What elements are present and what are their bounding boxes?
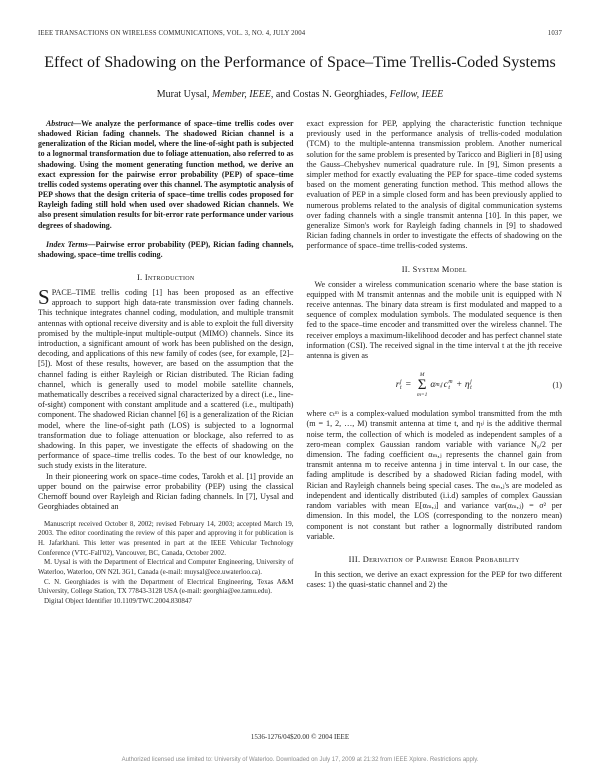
equation-eta-scripts [470,379,472,392]
index-terms-paragraph [38,240,294,260]
copyright-line: 1536-1276/04$20.00 © 2004 IEEE [250,733,350,741]
journal-header: IEEE TRANSACTIONS ON WIRELESS COMMUNICATIONS, VOL. 3, NO. 4, JULY 2004 [38,30,306,37]
equation-lhs-sup: j [399,378,402,385]
equation-1 [307,363,563,407]
equation-c-sub: t [448,385,450,392]
equals-sign: = [405,380,411,391]
section-heading-derivation: III. Derivation of Pairwise Error Probability [348,554,520,564]
equation-c-base: c [443,380,448,391]
abstract-text: We analyze the performance of space–time trellis codes over shadowed Rician fading channels. The shadowed Rician channel is a generalization of the Rician model, where the line-of-sight path is subjected to a lognormal transformation due to foliage attenuation, also referred to as shadowing. Using the moment generating function method, we derive an exact expression for the pairwise error probability (PEP) of space–time trellis coded systems operating over this channel. The asymptotic analysis of PEP shows that the design criteria of space–time trellis codes proposed for Rayleigh fading still hold when used over shadowed Rician channels. We also present simulation results for bit-error rate performance under various degrees of shadowing. [38,119,294,230]
column-right [307,119,563,607]
equation-lhs-scripts [400,379,402,392]
index-terms-lead: Index Terms— [46,239,96,249]
abstract-lead: Abstract— [46,119,82,128]
equation-eta-base: η [464,380,470,391]
running-header [38,30,562,37]
equation-c-sup: m [448,378,453,385]
column-left [38,119,294,607]
intro-paragraph-1-text: PACE–TIME trellis coding [1] has been proposed as an effective approach to support high data-rate transmission over fading channels. This technique integrates channel coding, modulation, and multiple transmit antennas with optional receive diversity and is able to exploit the full diversity promised by the multiple-input multiple-output (MIMO) channels. Since its introduction, a significant amount of work has been published on the design, decoding, and applications of this new family of codes (see, for example, [2]–[5]). Most of these results, however, are based on the assumption that the channel fading is either Rayleigh or Rician distributed. The Rician fading channel, which is generally used to model mobile satellite channels, mathematically describes a received signal characterized by a direct (i.e., line-of-sight) component with constant amplitude and a scattered (i.e., multipath) component. The shadowed Rician channel [6] is a generalization of the Rician model, where the line-of-sight path (LOS) is subjected to a lognormal transformation due to foliage attenuation or blockage, also referred to as shadowing. In this paper, we investigate the effects of shadowing on the performance of space–time trellis codes. To the best of our knowledge, no such study exists in the literature. [38,288,294,471]
sigma-glyph: Σ [417,377,427,394]
equation-alpha-sub: m,j [435,382,443,389]
intro-paragraph-2: In their pioneering work on space–time codes, Tarokh et al. [1] provide an upper bound on the pairwise error probability (PEP) using the classical Chernoff bound over Rayleigh and Rician fading channels. In [7], Uysal and Georghiades obtained an [38,471,294,512]
summation-symbol [417,372,427,398]
footnote-uysal-affiliation: M. Uysal is with the Department of Electrical and Computer Engineering, University of Waterloo, Waterloo, ON N2L 3G1, Canada (e-mail: muysal@ece.uwaterloo.ca). [38,558,294,577]
author-name-1: Murat Uysal, [156,89,213,100]
author-name-2: and Costas N. Georghiades, [273,89,390,100]
license-footer-line: Authorized licensed use limited to: University of Waterloo. Downloaded on July 17, 2009 at 21:32 from IEEE Xplore. Restrictions apply. [121,757,479,763]
two-column-body [38,119,562,607]
intro-paragraph-1 [38,285,294,472]
equation-lhs-base: r [395,380,400,391]
system-model-paragraph-1: We consider a wireless communication scenario where the base station is equipped with M transmit antennas and the mobile unit is equipped with N receive antennas. The binary data stream is first modulated and mapped to a sequence of complex modulation symbols. The modulated sequence is then fed to the space–time encoder and transmitted over the wireless channel. The receiver employs a maximum-likelihood decoder and has perfect channel state information (CSI). The received signal in the time interval t at the jth receive antenna is given as [306,279,562,361]
author-affiliation-2: Fellow, IEEE [389,89,444,100]
continuation-paragraph: exact expression for PEP, applying the characteristic function technique previously used in the performance analysis of trellis-coded modulation (TCM) to the multiple-antenna transmission problem. Another numerical solution for the same problem is presented by Taricco and Biglieri in [8] using the Gauss–Chebyshev numerical quadrature rule. In [9], Simon presents a simpler method for exactly evaluating the PEP for space–time coded systems based on the moment generating function method. This method allows the evaluation of PEP in a simple closed form and has been previously applied to numerous problems related to the analysis of digital communication systems over fading channels with a single transmit antenna [10]. In this paper, we generalize Simon's work for Rayleigh fading channels in [9] to shadowed Rician fading channels in order to investigate the effects of shadowing on the performance of space–time trellis-coded systems. [306,119,562,251]
footnote-manuscript: Manuscript received October 8, 2002; revised February 14, 2003; accepted March 19, 2003. The editor coordinating the review of this paper and approving it for publication is H. Jafarkhani. This letter was presented in part at the IEEE Vehicular Technology Conference (VTC-Fall'02), Vancouver, BC, Canada, October 2002. [38,519,294,557]
equation-alpha-base: α [430,380,436,391]
equation-eta-sub: t [470,385,472,392]
plus-sign: + [456,380,462,391]
abstract-paragraph [38,119,294,231]
derivation-paragraph-1: In this section, we derive an exact expression for the PEP for two different cases: 1) the quasi-static channel and 2) the [306,569,562,590]
paper-title: Effect of Shadowing on the Performance of Space–Time Trellis-Coded Systems [44,54,556,71]
footnote-georghiades-affiliation: C. N. Georghiades is with the Department of Electrical Engineering, Texas A&M University, College Station, TX 77843-3128 USA (e-mail: georghia@ee.tamu.edu). [38,577,294,596]
intro-dropcap: S [38,285,50,310]
equation-eta-sup: j [470,378,472,385]
equation-c-scripts [448,379,452,392]
summation-upper-limit: M [419,372,425,379]
index-terms-text: Pairwise error probability (PEP), Rician fading channels, shadowing, space–time trellis coding. [38,239,294,259]
equation-number: (1) [552,380,562,390]
author-affiliation-1: Member, IEEE, [212,89,274,100]
section-heading-system-model: II. System Model [401,264,467,274]
equation-lhs-sub: t [399,385,402,392]
page-number: 1037 [547,30,562,37]
footnote-block [38,520,294,607]
summation-lower-limit: m=1 [416,392,428,399]
footnote-doi: Digital Object Identifier 10.1109/TWC.2004.830847 [44,597,192,606]
section-heading-introduction: I. Introduction [136,273,195,283]
authors-line [0,89,600,100]
system-model-paragraph-2: where cₜᵐ is a complex-valued modulation symbol transmitted from the mth (m = 1, 2, …, M) transmit antenna at time t, and ηₜʲ is the additive thermal noise term, the collection of which is modeled as independent samples of a zero-mean complex Gaussian random variable with variance N₀/2 per dimension. The fading coefficient αₘ,ⱼ represents the channel gain from transmit antenna m to receive antenna j in time interval t. In our case, the fading amplitude is described by a shadowed Rician fading model, with Rician and Rayleigh channels being special cases. The αₘ,ⱼ's are modeled as independent and identically distributed (i.i.d) samples of complex Gaussian random variables with mean E[αₘ,ⱼ] and variance var(αₘ,ⱼ) = σ² per dimension. In this model, the LOS (corresponding to the nonzero mean) component is not constant but rather a lognormally distributed random variable. [306,409,562,541]
